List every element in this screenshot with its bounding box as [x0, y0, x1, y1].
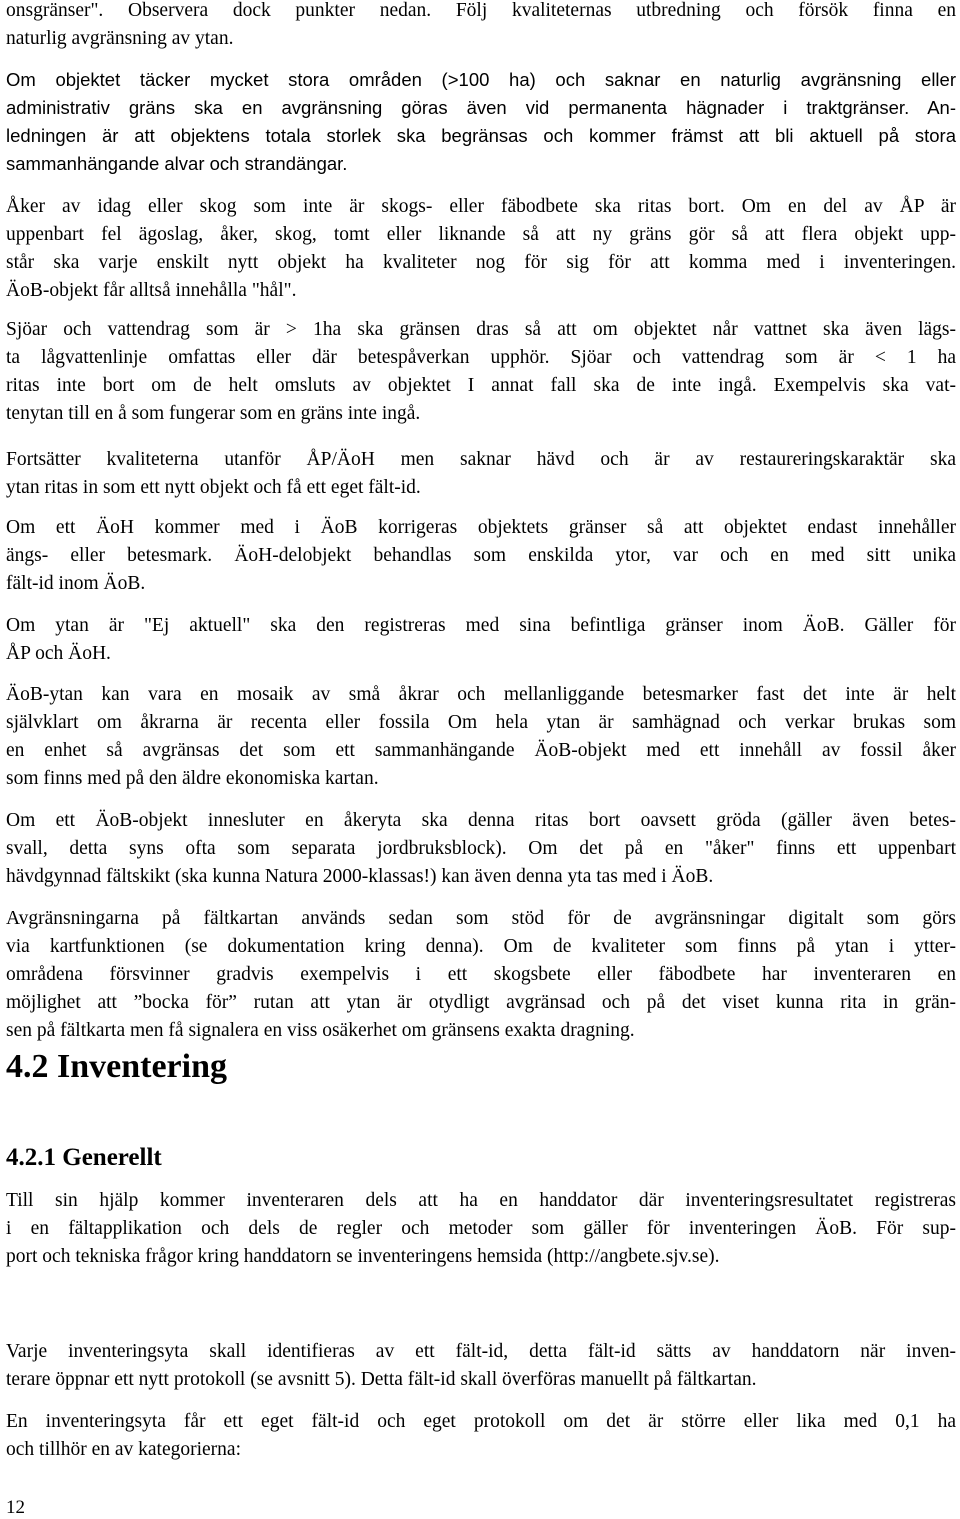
paragraph-categories: [6, 1408, 956, 1464]
text-line: tenytan till en å som fungerar som en gräns inte ingå.: [6, 403, 421, 424]
paragraph-delineation: [6, 905, 956, 1045]
text-line: som finns med på den äldre ekonomiska kartan.: [6, 768, 379, 789]
paragraph-aoh: [6, 514, 956, 598]
text-line: Om objektet täcker mycket stora områden (>100 ha) och saknar en naturlig avgränsning eller: [6, 69, 956, 90]
text-line: administrativ gräns ska en avgränsning göras även vid permanenta hägnader i traktgränser. An-: [6, 97, 956, 118]
text-line: står ska varje enskilt nytt objekt ha kvaliteter nog för sig för att komma med i inventeringen.: [6, 252, 956, 273]
text-line: möjlighet att ”bocka för” rutan att ytan är otydligt avgränsad och på det viset kunna rita in grän-: [6, 992, 956, 1013]
text-line: ÄoB-objekt får alltså innehålla "hål".: [6, 280, 297, 301]
paragraph-handheld: [6, 1187, 956, 1271]
text-line: Avgränsningarna på fältkartan används sedan som stöd för de avgränsningar digitalt som görs: [6, 908, 956, 929]
paragraph-ej-aktuell: [6, 612, 956, 668]
text-line: en enhet så avgränsas det som ett sammanhängande ÄoB-objekt med ett innehåll av fossil åker: [6, 740, 956, 761]
text-line: hävdgynnad fältskikt (ska kunna Natura 2000-klassas!) kan även denna yta tas med i ÄoB.: [6, 866, 714, 887]
text-line: Till sin hjälp kommer inventeraren dels att ha en handdator där inventeringsresultatet registreras: [6, 1190, 956, 1211]
section-heading: 4.2 Inventering: [6, 1048, 227, 1085]
paragraph-lakes: [6, 316, 956, 428]
paragraph-large-objects: [6, 66, 956, 178]
text-line: Fortsätter kvaliteterna utanför ÅP/ÄoH men saknar hävd och är av restaureringskaraktär ska: [6, 449, 956, 470]
text-line: via kartfunktionen (se dokumentation kring denna). Om de kvaliteter som finns på ytan i ytter-: [6, 936, 956, 957]
paragraph-mosaic: [6, 681, 956, 793]
paragraph-intro: [6, 0, 956, 53]
text-line: terare öppnar ett nytt protokoll (se avsnitt 5). Detta fält-id skall överföras manuellt på fältkartan.: [6, 1369, 757, 1390]
text-line: En inventeringsyta får ett eget fält-id och eget protokoll om det är större eller lika med 0,1 ha: [6, 1411, 956, 1432]
paragraph-restoration: [6, 446, 956, 502]
text-line: ängs- eller betesmark. ÄoH-delobjekt behandlas som enskilda ytor, var och en med sitt unika: [6, 545, 956, 566]
paragraph-field-area: [6, 807, 956, 891]
text-line: Sjöar och vattendrag som är > 1ha ska gränsen dras så att om objektet når vattnet ska även lägs-: [6, 319, 956, 340]
text-line: i en fältapplikation och dels de regler och metoder som gäller för inventeringen ÄoB. För sup-: [6, 1218, 956, 1239]
text-line: uppenbart fel ägoslag, åker, skog, tomt eller liknande så att ny gräns gör så att flera objekt upp-: [6, 224, 956, 245]
text-line: Om ytan är "Ej aktuell" ska den registreras med sina befintliga gränser inom ÄoB. Gäller för: [6, 615, 956, 636]
page-number: 12: [6, 1497, 25, 1518]
text-line: Om ett ÄoB-objekt innesluter en åkeryta ska denna ritas bort oavsett gröda (gäller även betes-: [6, 810, 956, 831]
paragraph-fields-forest: [6, 193, 956, 305]
text-line: fält-id inom ÄoB.: [6, 573, 146, 594]
text-line: port och tekniska frågor kring handdatorn se inventeringens hemsida (http://angbete.sjv.se).: [6, 1246, 720, 1267]
text-line: naturlig avgränsning av ytan.: [6, 28, 234, 49]
text-line: ÄoB-ytan kan vara en mosaik av små åkrar och mellanliggande betesmarker fast det inte är helt: [6, 684, 956, 705]
text-line: områdena försvinner gradvis exempelvis i ett skogsbete eller fäbodbete har inventeraren en: [6, 964, 956, 985]
subsection-heading: 4.2.1 Generellt: [6, 1144, 162, 1171]
text-line: ytan ritas in som ett nytt objekt och få ett eget fält-id.: [6, 477, 421, 498]
paragraph-field-id: [6, 1338, 956, 1394]
text-line: ÅP och ÄoH.: [6, 643, 111, 664]
text-line: sammanhängande alvar och strandängar.: [6, 153, 348, 174]
text-line: självklart om åkrarna är recenta eller fossila Om hela ytan är samhägnad och verkar brukas som: [6, 712, 956, 733]
text-line: Åker av idag eller skog som inte är skogs- eller fäbodbete ska ritas bort. Om en del av ÅP är: [6, 196, 956, 217]
text-line: Varje inventeringsyta skall identifieras av ett fält-id, detta fält-id sätts av handdatorn när inven-: [6, 1341, 956, 1362]
text-line: onsgränser". Observera dock punkter nedan. Följ kvaliteternas utbredning och försök finna en: [6, 0, 956, 21]
text-line: ledningen är att objektens totala storlek ska begränsas och kommer främst att bli aktuell på stora: [6, 125, 956, 146]
text-line: sen på fältkarta men få signalera en viss osäkerhet om gränsens exakta dragning.: [6, 1020, 635, 1041]
text-line: svall, detta syns ofta som separata jordbruksblock). Om det på en "åker" finns ett uppenbart: [6, 838, 956, 859]
text-line: och tillhör en av kategorierna:: [6, 1439, 241, 1460]
text-line: Om ett ÄoH kommer med i ÄoB korrigeras objektets gränser så att objektet endast innehåller: [6, 517, 956, 538]
text-line: ta lågvattenlinje omfattas eller där betespåverkan upphör. Sjöar och vattendrag som är < 1 ha: [6, 347, 956, 368]
text-line: ritas inte bort om de helt omsluts av objektet I annat fall ska de inte ingå. Exempelvis ska vat-: [6, 375, 956, 396]
